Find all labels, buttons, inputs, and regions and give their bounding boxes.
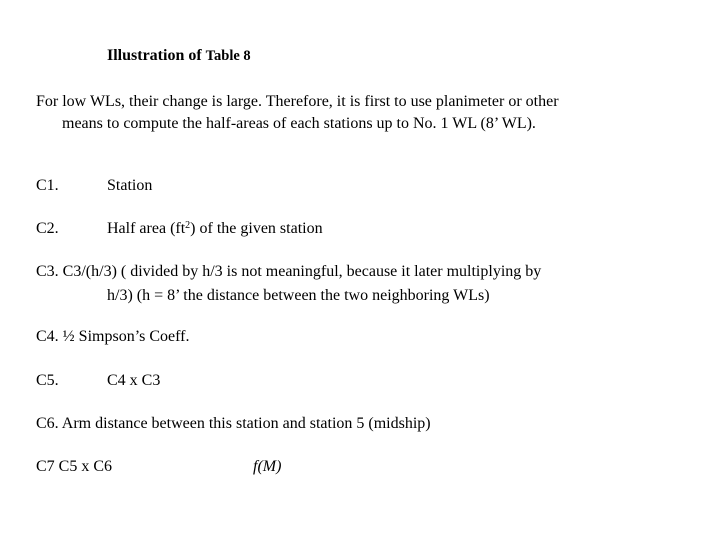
- item-c2-desc-before: Half area (ft: [107, 220, 186, 237]
- item-c7-note: f(M): [253, 458, 282, 475]
- intro-line-1: For low WLs, their change is large. Therefore, it is first to use planimeter or other: [36, 93, 559, 110]
- item-c6: C6. Arm distance between this station and station 5 (midship): [36, 415, 431, 432]
- intro-line-2: means to compute the half-areas of each stations up to No. 1 WL (8’ WL).: [62, 115, 536, 132]
- item-c2-code: C2.: [36, 220, 59, 237]
- item-c3-line-2: h/3) (h = 8’ the distance between the two neighboring WLs): [107, 287, 490, 304]
- item-c1-code: C1.: [36, 177, 59, 194]
- title-part1: Illustration of: [107, 47, 206, 64]
- item-c2-desc: [107, 219, 323, 239]
- item-c1-desc: Station: [107, 177, 153, 194]
- item-c4: C4. ½ Simpson’s Coeff.: [36, 328, 190, 345]
- item-c3-line-1: C3. C3/(h/3) ( divided by h/3 is not meaningful, because it later multiplying by: [36, 263, 542, 280]
- item-c5-desc: C4 x C3: [107, 372, 161, 389]
- title-part2: Table 8: [205, 48, 251, 64]
- slide-title: [107, 46, 251, 66]
- item-c2-superscript: 2: [185, 220, 191, 231]
- item-c7: C7 C5 x C6: [36, 458, 113, 475]
- item-c2-desc-after: ) of the given station: [190, 220, 323, 237]
- item-c5-code: C5.: [36, 372, 59, 389]
